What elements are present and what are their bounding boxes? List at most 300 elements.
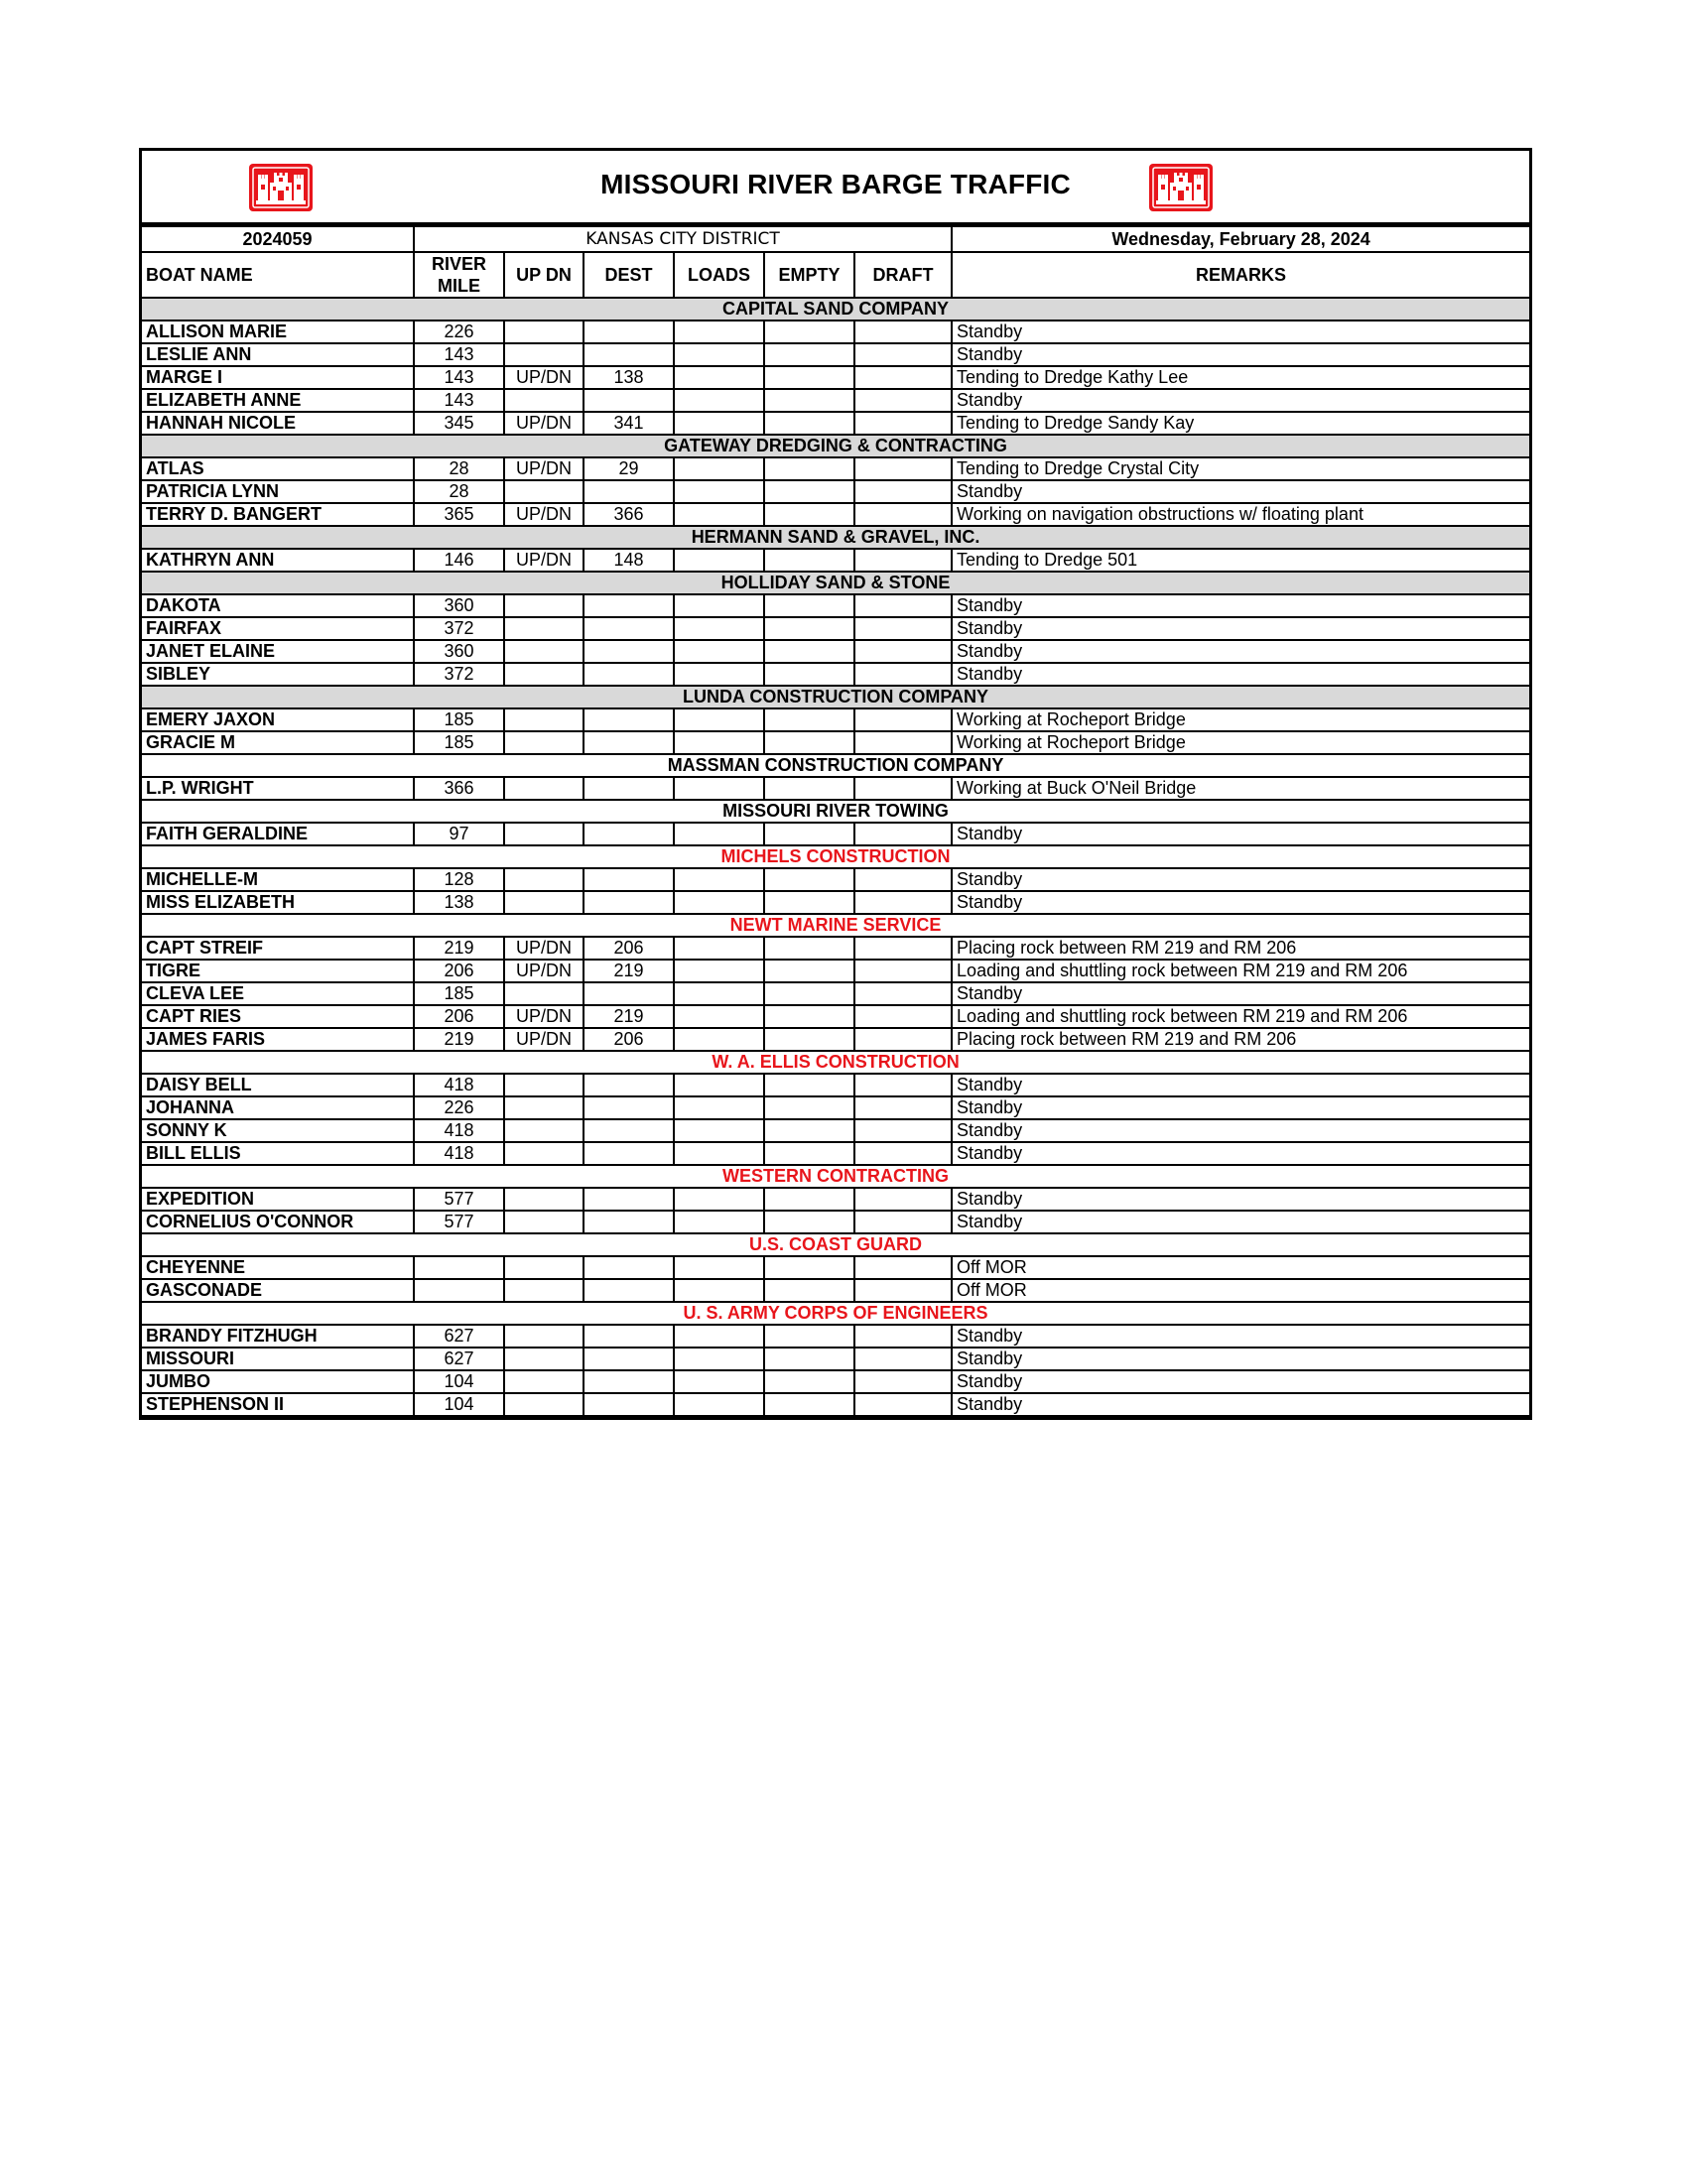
- table-row: [142, 731, 1529, 754]
- cell-empty: [764, 891, 854, 914]
- cell-loads: [674, 343, 764, 366]
- table-row: [142, 389, 1529, 412]
- cell-loads: [674, 457, 764, 480]
- cell-empty: [764, 503, 854, 526]
- cell-empty: [764, 457, 854, 480]
- cell-empty: [764, 1028, 854, 1051]
- cell-draft: [854, 1096, 952, 1119]
- cell-dest: [584, 1096, 674, 1119]
- cell-boat-name: JANET ELAINE: [142, 640, 414, 663]
- cell-river-mile: 366: [414, 777, 504, 800]
- cell-loads: [674, 594, 764, 617]
- cell-river-mile: 627: [414, 1325, 504, 1348]
- cell-boat-name: MICHELLE-M: [142, 868, 414, 891]
- cell-dest: [584, 1325, 674, 1348]
- page-title: MISSOURI RIVER BARGE TRAFFIC: [600, 169, 1071, 199]
- cell-loads: [674, 1005, 764, 1028]
- col-header-empty: EMPTY: [764, 252, 854, 298]
- cell-river-mile: 206: [414, 1005, 504, 1028]
- company-section-header: [142, 298, 1529, 321]
- cell-loads: [674, 1370, 764, 1393]
- cell-remarks: Standby: [952, 1188, 1529, 1211]
- cell-loads: [674, 777, 764, 800]
- cell-empty: [764, 343, 854, 366]
- cell-river-mile: 143: [414, 389, 504, 412]
- col-header-river-mile: RIVER MILE: [414, 252, 504, 298]
- barge-traffic-sheet: [139, 148, 1532, 1420]
- cell-remarks: Standby: [952, 321, 1529, 343]
- cell-remarks: Standby: [952, 1211, 1529, 1233]
- cell-draft: [854, 1211, 952, 1233]
- cell-loads: [674, 1393, 764, 1416]
- table-row: [142, 457, 1529, 480]
- col-header-dest: DEST: [584, 252, 674, 298]
- table-row: [142, 823, 1529, 845]
- cell-loads: [674, 823, 764, 845]
- company-section-header: [142, 800, 1529, 823]
- col-header-up-dn: UP DN: [504, 252, 584, 298]
- cell-up-dn: UP/DN: [504, 937, 584, 960]
- cell-remarks: Standby: [952, 823, 1529, 845]
- company-name: U.S. COAST GUARD: [142, 1233, 1529, 1256]
- cell-dest: [584, 640, 674, 663]
- cell-river-mile: 219: [414, 937, 504, 960]
- cell-draft: [854, 1256, 952, 1279]
- cell-up-dn: [504, 594, 584, 617]
- company-name: MICHELS CONSTRUCTION: [142, 845, 1529, 868]
- cell-remarks: Standby: [952, 663, 1529, 686]
- cell-empty: [764, 1211, 854, 1233]
- cell-boat-name: L.P. WRIGHT: [142, 777, 414, 800]
- table-row: [142, 1142, 1529, 1165]
- cell-boat-name: FAITH GERALDINE: [142, 823, 414, 845]
- cell-boat-name: JOHANNA: [142, 1096, 414, 1119]
- cell-up-dn: UP/DN: [504, 412, 584, 435]
- table-row: [142, 708, 1529, 731]
- cell-empty: [764, 389, 854, 412]
- table-row: [142, 1188, 1529, 1211]
- cell-empty: [764, 594, 854, 617]
- cell-empty: [764, 1370, 854, 1393]
- cell-up-dn: UP/DN: [504, 960, 584, 982]
- cell-empty: [764, 868, 854, 891]
- cell-dest: [584, 731, 674, 754]
- cell-up-dn: [504, 891, 584, 914]
- company-name: CAPITAL SAND COMPANY: [142, 298, 1529, 321]
- cell-empty: [764, 823, 854, 845]
- cell-empty: [764, 321, 854, 343]
- district-name: KANSAS CITY DISTRICT: [414, 226, 952, 252]
- company-section-header: [142, 1165, 1529, 1188]
- cell-remarks: Standby: [952, 982, 1529, 1005]
- table-row: [142, 663, 1529, 686]
- company-name: HERMANN SAND & GRAVEL, INC.: [142, 526, 1529, 549]
- cell-remarks: Standby: [952, 1370, 1529, 1393]
- company-section-header: [142, 845, 1529, 868]
- cell-draft: [854, 777, 952, 800]
- company-name: MISSOURI RIVER TOWING: [142, 800, 1529, 823]
- cell-dest: [584, 663, 674, 686]
- cell-remarks: Working at Rocheport Bridge: [952, 708, 1529, 731]
- cell-up-dn: [504, 777, 584, 800]
- cell-dest: [584, 1256, 674, 1279]
- cell-river-mile: 128: [414, 868, 504, 891]
- cell-empty: [764, 1279, 854, 1302]
- table-row: [142, 594, 1529, 617]
- cell-empty: [764, 708, 854, 731]
- cell-loads: [674, 389, 764, 412]
- cell-draft: [854, 663, 952, 686]
- cell-boat-name: PATRICIA LYNN: [142, 480, 414, 503]
- cell-up-dn: [504, 1096, 584, 1119]
- table-row: [142, 868, 1529, 891]
- company-name: HOLLIDAY SAND & STONE: [142, 572, 1529, 594]
- table-row: [142, 503, 1529, 526]
- cell-loads: [674, 960, 764, 982]
- cell-draft: [854, 389, 952, 412]
- col-header-loads: LOADS: [674, 252, 764, 298]
- cell-empty: [764, 1005, 854, 1028]
- cell-boat-name: MARGE I: [142, 366, 414, 389]
- cell-dest: 206: [584, 937, 674, 960]
- table-row: [142, 1005, 1529, 1028]
- cell-loads: [674, 412, 764, 435]
- cell-remarks: Placing rock between RM 219 and RM 206: [952, 1028, 1529, 1051]
- cell-up-dn: [504, 480, 584, 503]
- cell-remarks: Standby: [952, 389, 1529, 412]
- cell-boat-name: BRANDY FITZHUGH: [142, 1325, 414, 1348]
- column-header-row: [142, 252, 1529, 298]
- cell-loads: [674, 868, 764, 891]
- cell-loads: [674, 1188, 764, 1211]
- cell-boat-name: CHEYENNE: [142, 1256, 414, 1279]
- cell-up-dn: [504, 1074, 584, 1096]
- cell-up-dn: UP/DN: [504, 1028, 584, 1051]
- cell-river-mile: 360: [414, 594, 504, 617]
- cell-dest: [584, 823, 674, 845]
- cell-boat-name: CLEVA LEE: [142, 982, 414, 1005]
- cell-empty: [764, 1119, 854, 1142]
- report-date: Wednesday, February 28, 2024: [952, 226, 1529, 252]
- table-body: [142, 298, 1529, 1416]
- cell-dest: [584, 343, 674, 366]
- cell-draft: [854, 366, 952, 389]
- cell-draft: [854, 1028, 952, 1051]
- cell-remarks: Standby: [952, 868, 1529, 891]
- cell-empty: [764, 1188, 854, 1211]
- cell-boat-name: GRACIE M: [142, 731, 414, 754]
- company-name: MASSMAN CONSTRUCTION COMPANY: [142, 754, 1529, 777]
- cell-river-mile: 143: [414, 366, 504, 389]
- cell-up-dn: [504, 1142, 584, 1165]
- cell-remarks: Loading and shuttling rock between RM 219 and RM 206: [952, 960, 1529, 982]
- table-row: [142, 412, 1529, 435]
- cell-draft: [854, 1188, 952, 1211]
- cell-loads: [674, 1256, 764, 1279]
- cell-remarks: Off MOR: [952, 1279, 1529, 1302]
- table-row: [142, 1370, 1529, 1393]
- cell-remarks: Working at Buck O'Neil Bridge: [952, 777, 1529, 800]
- cell-river-mile: 372: [414, 663, 504, 686]
- barge-traffic-table: [142, 225, 1529, 1417]
- cell-remarks: Standby: [952, 1142, 1529, 1165]
- company-section-header: [142, 526, 1529, 549]
- cell-river-mile: 577: [414, 1188, 504, 1211]
- cell-remarks: Standby: [952, 1393, 1529, 1416]
- cell-draft: [854, 457, 952, 480]
- cell-empty: [764, 731, 854, 754]
- table-row: [142, 891, 1529, 914]
- cell-remarks: Loading and shuttling rock between RM 219 and RM 206: [952, 1005, 1529, 1028]
- table-row: [142, 640, 1529, 663]
- report-id: 2024059: [142, 226, 414, 252]
- cell-river-mile: 185: [414, 982, 504, 1005]
- cell-dest: [584, 1348, 674, 1370]
- cell-dest: 138: [584, 366, 674, 389]
- company-name: U. S. ARMY CORPS OF ENGINEERS: [142, 1302, 1529, 1325]
- cell-draft: [854, 480, 952, 503]
- cell-remarks: Tending to Dredge 501: [952, 549, 1529, 572]
- cell-up-dn: [504, 1325, 584, 1348]
- cell-dest: [584, 1370, 674, 1393]
- company-name: W. A. ELLIS CONSTRUCTION: [142, 1051, 1529, 1074]
- cell-dest: 219: [584, 1005, 674, 1028]
- cell-dest: [584, 1188, 674, 1211]
- cell-boat-name: BILL ELLIS: [142, 1142, 414, 1165]
- table-row: [142, 1096, 1529, 1119]
- cell-empty: [764, 640, 854, 663]
- cell-remarks: Tending to Dredge Sandy Kay: [952, 412, 1529, 435]
- cell-loads: [674, 503, 764, 526]
- cell-up-dn: [504, 1256, 584, 1279]
- cell-remarks: Standby: [952, 1096, 1529, 1119]
- cell-empty: [764, 1393, 854, 1416]
- table-row: [142, 1325, 1529, 1348]
- cell-up-dn: [504, 1211, 584, 1233]
- table-row: [142, 1393, 1529, 1416]
- cell-loads: [674, 731, 764, 754]
- company-section-header: [142, 1233, 1529, 1256]
- cell-draft: [854, 960, 952, 982]
- cell-boat-name: LESLIE ANN: [142, 343, 414, 366]
- cell-draft: [854, 1279, 952, 1302]
- cell-loads: [674, 640, 764, 663]
- cell-draft: [854, 617, 952, 640]
- cell-dest: [584, 1393, 674, 1416]
- cell-boat-name: GASCONADE: [142, 1279, 414, 1302]
- cell-boat-name: SONNY K: [142, 1119, 414, 1142]
- cell-river-mile: 185: [414, 708, 504, 731]
- cell-dest: [584, 1074, 674, 1096]
- cell-draft: [854, 708, 952, 731]
- cell-remarks: Tending to Dredge Crystal City: [952, 457, 1529, 480]
- cell-loads: [674, 1028, 764, 1051]
- cell-river-mile: 185: [414, 731, 504, 754]
- table-row: [142, 960, 1529, 982]
- table-row: [142, 549, 1529, 572]
- cell-boat-name: MISS ELIZABETH: [142, 891, 414, 914]
- cell-loads: [674, 321, 764, 343]
- cell-dest: 206: [584, 1028, 674, 1051]
- cell-up-dn: [504, 731, 584, 754]
- col-header-boat-name: BOAT NAME: [142, 252, 414, 298]
- cell-up-dn: [504, 868, 584, 891]
- cell-draft: [854, 549, 952, 572]
- cell-dest: [584, 480, 674, 503]
- cell-river-mile: 372: [414, 617, 504, 640]
- cell-empty: [764, 937, 854, 960]
- cell-river-mile: 627: [414, 1348, 504, 1370]
- cell-draft: [854, 1074, 952, 1096]
- cell-river-mile: 206: [414, 960, 504, 982]
- cell-loads: [674, 1211, 764, 1233]
- cell-river-mile: 104: [414, 1370, 504, 1393]
- cell-loads: [674, 1119, 764, 1142]
- cell-up-dn: [504, 1348, 584, 1370]
- table-row: [142, 1256, 1529, 1279]
- cell-dest: [584, 617, 674, 640]
- cell-draft: [854, 937, 952, 960]
- cell-river-mile: 345: [414, 412, 504, 435]
- cell-boat-name: MISSOURI: [142, 1348, 414, 1370]
- cell-remarks: Standby: [952, 480, 1529, 503]
- cell-river-mile: [414, 1256, 504, 1279]
- cell-boat-name: HANNAH NICOLE: [142, 412, 414, 435]
- cell-river-mile: [414, 1279, 504, 1302]
- cell-river-mile: 418: [414, 1142, 504, 1165]
- table-row: [142, 937, 1529, 960]
- cell-empty: [764, 1348, 854, 1370]
- cell-loads: [674, 1096, 764, 1119]
- company-section-header: [142, 435, 1529, 457]
- cell-up-dn: UP/DN: [504, 1005, 584, 1028]
- cell-remarks: Standby: [952, 1325, 1529, 1348]
- company-section-header: [142, 914, 1529, 937]
- cell-dest: [584, 1211, 674, 1233]
- company-section-header: [142, 1302, 1529, 1325]
- cell-draft: [854, 868, 952, 891]
- cell-up-dn: UP/DN: [504, 503, 584, 526]
- table-row: [142, 777, 1529, 800]
- cell-remarks: Standby: [952, 1074, 1529, 1096]
- cell-boat-name: ATLAS: [142, 457, 414, 480]
- cell-boat-name: EXPEDITION: [142, 1188, 414, 1211]
- cell-river-mile: 28: [414, 457, 504, 480]
- cell-dest: [584, 777, 674, 800]
- cell-empty: [764, 480, 854, 503]
- cell-dest: [584, 1279, 674, 1302]
- cell-boat-name: CAPT RIES: [142, 1005, 414, 1028]
- cell-loads: [674, 937, 764, 960]
- cell-dest: 366: [584, 503, 674, 526]
- table-row: [142, 1119, 1529, 1142]
- cell-remarks: Standby: [952, 594, 1529, 617]
- cell-draft: [854, 1119, 952, 1142]
- cell-river-mile: 226: [414, 1096, 504, 1119]
- cell-boat-name: ALLISON MARIE: [142, 321, 414, 343]
- cell-empty: [764, 549, 854, 572]
- cell-river-mile: 365: [414, 503, 504, 526]
- cell-dest: [584, 1142, 674, 1165]
- cell-up-dn: [504, 982, 584, 1005]
- cell-up-dn: [504, 1279, 584, 1302]
- cell-dest: 148: [584, 549, 674, 572]
- company-name: GATEWAY DREDGING & CONTRACTING: [142, 435, 1529, 457]
- company-name: NEWT MARINE SERVICE: [142, 914, 1529, 937]
- cell-remarks: Standby: [952, 1119, 1529, 1142]
- cell-river-mile: 143: [414, 343, 504, 366]
- usace-castle-icon: [1148, 163, 1214, 212]
- cell-draft: [854, 1142, 952, 1165]
- cell-boat-name: ELIZABETH ANNE: [142, 389, 414, 412]
- cell-up-dn: [504, 1370, 584, 1393]
- cell-draft: [854, 640, 952, 663]
- cell-river-mile: 418: [414, 1119, 504, 1142]
- cell-draft: [854, 1348, 952, 1370]
- cell-empty: [764, 663, 854, 686]
- cell-river-mile: 360: [414, 640, 504, 663]
- cell-loads: [674, 891, 764, 914]
- cell-boat-name: TERRY D. BANGERT: [142, 503, 414, 526]
- col-header-remarks: REMARKS: [952, 252, 1529, 298]
- cell-up-dn: [504, 321, 584, 343]
- company-name: LUNDA CONSTRUCTION COMPANY: [142, 686, 1529, 708]
- company-section-header: [142, 754, 1529, 777]
- cell-river-mile: 146: [414, 549, 504, 572]
- table-row: [142, 1211, 1529, 1233]
- cell-river-mile: 226: [414, 321, 504, 343]
- cell-boat-name: DAKOTA: [142, 594, 414, 617]
- cell-remarks: Standby: [952, 891, 1529, 914]
- cell-boat-name: JUMBO: [142, 1370, 414, 1393]
- table-row: [142, 982, 1529, 1005]
- company-section-header: [142, 1051, 1529, 1074]
- cell-up-dn: [504, 343, 584, 366]
- cell-dest: 341: [584, 412, 674, 435]
- cell-boat-name: FAIRFAX: [142, 617, 414, 640]
- cell-empty: [764, 960, 854, 982]
- cell-loads: [674, 366, 764, 389]
- cell-empty: [764, 982, 854, 1005]
- cell-boat-name: KATHRYN ANN: [142, 549, 414, 572]
- cell-remarks: Standby: [952, 640, 1529, 663]
- cell-empty: [764, 617, 854, 640]
- cell-dest: [584, 982, 674, 1005]
- cell-boat-name: DAISY BELL: [142, 1074, 414, 1096]
- cell-dest: [584, 1119, 674, 1142]
- cell-up-dn: [504, 663, 584, 686]
- cell-loads: [674, 1142, 764, 1165]
- cell-empty: [764, 412, 854, 435]
- cell-loads: [674, 1348, 764, 1370]
- cell-draft: [854, 1005, 952, 1028]
- cell-river-mile: 28: [414, 480, 504, 503]
- table-row: [142, 343, 1529, 366]
- cell-up-dn: [504, 1188, 584, 1211]
- col-header-draft: DRAFT: [854, 252, 952, 298]
- cell-up-dn: UP/DN: [504, 457, 584, 480]
- cell-draft: [854, 891, 952, 914]
- cell-loads: [674, 617, 764, 640]
- cell-draft: [854, 1370, 952, 1393]
- cell-loads: [674, 1074, 764, 1096]
- cell-draft: [854, 412, 952, 435]
- cell-boat-name: CORNELIUS O'CONNOR: [142, 1211, 414, 1233]
- cell-empty: [764, 366, 854, 389]
- cell-dest: [584, 389, 674, 412]
- cell-boat-name: TIGRE: [142, 960, 414, 982]
- cell-loads: [674, 982, 764, 1005]
